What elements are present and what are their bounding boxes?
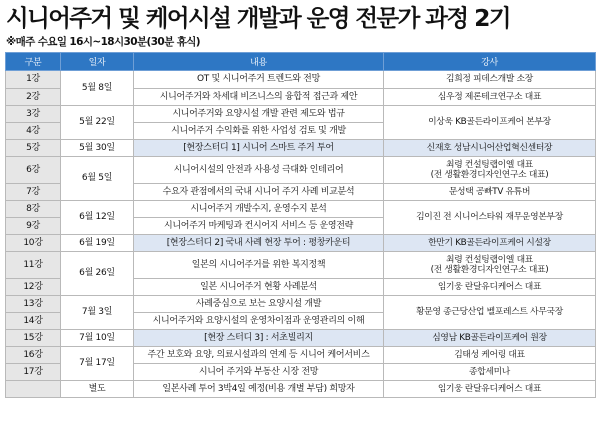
table-row [6,235,596,252]
date-cell: 5월 22일 [61,106,134,140]
table-row [6,71,596,89]
date-cell: 6월 26일 [61,252,134,296]
date-cell: 6월 5일 [61,157,134,201]
instructor-cell: 심우정 제론테크연구소 대표 [384,88,596,106]
instructor-cell: 한만기 KB골든라이프케어 시설장 [384,235,596,252]
date-cell: 7월 3일 [61,296,134,330]
instructor-line: 최령 컨설팅랩이엘 대표 [446,254,533,265]
schedule-table [5,52,596,398]
lecture-number: 15강 [6,330,61,347]
content-cell: 시니어 주거와 부동산 시장 전망 [134,364,384,381]
content-cell: 사례중심으로 보는 요양시설 개발 [134,296,384,313]
content-cell: OT 및 시니어주거 트렌드와 전망 [134,71,384,89]
content-cell: 시니어주거와 요양시설 개발 관련 제도와 법규 [134,106,384,123]
lecture-number: 17강 [6,364,61,381]
table-row [6,347,596,364]
content-cell: 시니어주거와 차세대 비즈니스의 융합적 접근과 제안 [134,88,384,106]
date-cell: 별도 [61,381,134,398]
table-row [6,296,596,313]
date-cell: 6월 12일 [61,201,134,235]
lecture-number: 5강 [6,140,61,157]
table-row [6,157,596,184]
header-content: 내용 [134,53,384,71]
instructor-line: (전 생활환경디자인연구소 대표) [430,265,549,275]
lecture-number: 8강 [6,201,61,218]
instructor-line: (전 생활환경디자인연구소 대표) [430,170,549,180]
content-cell: 시니어주거 마케팅과 컨시어지 서비스 등 운영전략 [134,218,384,235]
lecture-number: 2강 [6,88,61,106]
content-cell: [현장 스터디 3] : 서초빌리지 [134,330,384,347]
content-cell: 주간 보호와 요양, 의료시설과의 연계 등 시니어 케어서비스 [134,347,384,364]
instructor-line: 최령 컨설팅랩이엘 대표 [446,159,533,170]
table-row [6,140,596,157]
instructor-cell: 황문영 종근당산업 벨포레스트 사무국장 [384,296,596,330]
content-cell: 시니어주거 개발수지, 운영수지 분석 [134,201,384,218]
content-cell: 시니어주거와 요양시설의 운영차이점과 운영관리의 이해 [134,313,384,330]
instructor-cell: 임기웅 란달유디케어스 대표 [384,279,596,296]
table-row [6,252,596,279]
instructor-cell: 임기웅 란달유디케어스 대표 [384,381,596,398]
lecture-number: 14강 [6,313,61,330]
lecture-number: 7강 [6,184,61,201]
instructor-cell: 종합세미나 [384,364,596,381]
date-cell: 5월 8일 [61,71,134,106]
page-title: 시니어주거 및 케어시설 개발과 운영 전문가 과정 2기 [6,4,510,32]
instructor-cell: 심영남 KB골든라이프케어 원장 [384,330,596,347]
date-cell: 7월 17일 [61,347,134,381]
header-lecture: 구분 [6,53,61,71]
content-cell: [현장스터디 1] 시니어 스마트 주거 투어 [134,140,384,157]
instructor-cell: 김희정 피데스개발 소장 [384,71,596,89]
table-row [6,381,596,398]
lecture-number: 3강 [6,106,61,123]
lecture-number: 9강 [6,218,61,235]
lecture-number: 4강 [6,123,61,140]
content-cell: [현장스터디 2] 국내 사례 현장 투어 : 평창카운티 [134,235,384,252]
instructor-cell: 김이진 전 시니어스타워 재무운영본부장 [384,201,596,235]
table-row [6,106,596,123]
lecture-number: 1강 [6,71,61,89]
content-cell: 수요자 관점에서의 국내 시니어 주거 사례 비교분석 [134,184,384,201]
table-row [6,330,596,347]
date-cell: 5월 30일 [61,140,134,157]
lecture-number: 16강 [6,347,61,364]
content-cell: 일본 시니어주거 현황 사례분석 [134,279,384,296]
instructor-cell: 신재호 성남시니어산업혁신센터장 [384,140,596,157]
header-instructor: 강사 [384,53,596,71]
lecture-number: 10강 [6,235,61,252]
instructor-cell [384,252,596,279]
lecture-number [6,381,61,398]
content-cell: 시니어시설의 안전과 사용성 극대화 인테리어 [134,157,384,184]
schedule-note: ※매주 수요일 16시~18시30분(30분 휴식) [6,36,200,48]
instructor-cell: 김태성 케어링 대표 [384,347,596,364]
content-cell: 일본의 시니어주거를 위한 복지정책 [134,252,384,279]
lecture-number: 11강 [6,252,61,279]
content-cell: 일본사례 투어 3박4일 예정(비용 개별 부담) 희망자 [134,381,384,398]
header-date: 일자 [61,53,134,71]
instructor-cell: 이상욱 KB골든라이프케어 본부장 [384,106,596,140]
instructor-cell: 문성택 공빠TV 유튜버 [384,184,596,201]
content-cell: 시니어주거 수익화를 위한 사업성 검토 및 개발 [134,123,384,140]
table-header-row [6,53,596,71]
lecture-number: 12강 [6,279,61,296]
instructor-cell [384,157,596,184]
lecture-number: 6강 [6,157,61,184]
date-cell: 7월 10일 [61,330,134,347]
lecture-number: 13강 [6,296,61,313]
table-row [6,201,596,218]
date-cell: 6월 19일 [61,235,134,252]
